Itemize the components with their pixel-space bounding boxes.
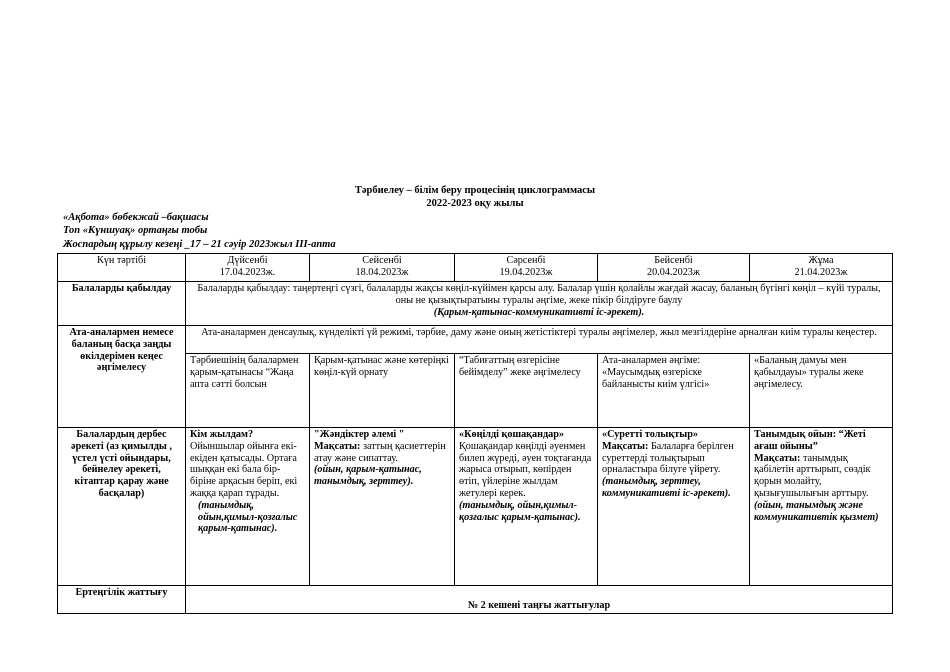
table-row-morning-exercise xyxy=(58,586,893,614)
kindergarten-name: «Ақбота» бөбекжай –бақшасы xyxy=(63,212,209,223)
morning-exercise-description: № 2 кешені таңғы жаттығулар xyxy=(186,586,893,614)
parents-monday: Тәрбиешінің балалармен қарым-қатынасы “Жаңа апта сәтті болсын xyxy=(186,354,310,428)
activity-tuesday: "Жәндіктер әлемі " Мақсаты: заттың қасиеттерін атау және сипаттау. (ойын, қарым-қатынас, танымдық, зерттеу). xyxy=(310,428,455,586)
activity-wednesday: «Көңілді қошақандар» Қошақандар көңілді әуенмен билеп жүреді, әуен тоқтағанда жарыса отырып, көпірден өтіп, үйлеріне жылдам жетулері керек. (танымдық, ойын,қимыл- қозғалыс қарым-қатынас). xyxy=(455,428,598,586)
parents-friday: «Баланың дамуы мен қабылдауы» туралы жеке әңгімелесу. xyxy=(750,354,893,428)
day-header-thursday: Бейсенбі 20.04.2023ж xyxy=(598,254,750,282)
day-header-friday: Жұма 21.04.2023ж xyxy=(750,254,893,282)
parents-wednesday: “Табиғаттың өзгерісіне бейімделу” жеке әңгімелесу xyxy=(455,354,598,428)
group-name: Топ «Күншуақ» ортаңғы тобы xyxy=(63,225,208,236)
document-title: Тәрбиелеу – білім беру процесінің циклограммасы xyxy=(354,185,596,196)
plan-period: Жоспардың құрылу кезеңі _17 – 21 сәуір 2023жыл III-апта xyxy=(63,239,336,250)
schedule-table xyxy=(57,253,893,614)
day-header-tuesday: Сейсенбі 18.04.2023ж xyxy=(310,254,455,282)
table-row-reception xyxy=(58,282,893,326)
activity-thursday: «Суретті толықтыр» Мақсаты: Балаларға берілген суреттерді толықтырып орналастыра білуге үйрету. (танымдық, зерттеу, коммуникативті іс-әрекет). xyxy=(598,428,750,586)
day-header-wednesday: Сәрсенбі 19.04.2023ж xyxy=(455,254,598,282)
parents-tuesday: Қарым-қатынас және көтеріңкі көңіл-күй орнату xyxy=(310,354,455,428)
row-label-activities: Балалардың дербес әрекеті (аз қимылды , үстел үсті ойындары, бейнелеу әрекеті, кітаптар қарау және басқалар) xyxy=(58,428,186,586)
row-label-morning-exercise: Ертеңгілік жаттығу xyxy=(58,586,186,614)
table-row-activities xyxy=(58,428,893,586)
activity-friday: Танымдық ойын: “Жеті ағаш ойыны” Мақсаты: танымдық қабілетін арттырып, сөздік қорын молайту, қызығушылығын арттыру. (ойын, танымдық және коммуникативтік қызмет) xyxy=(750,428,893,586)
parents-description: Ата-аналармен денсаулық, күнделікті үй режимі, тәрбие, даму және оның жетістіктері туралы әңгімелер, жыл мезгілдеріне арналған киім туралы кеңестер. xyxy=(186,326,893,354)
column-header-schedule: Күн тәртібі xyxy=(58,254,186,282)
activity-monday: Кім жылдам? Ойыншылар ойынға екі-екіден қатысады. Ортаға шыққан екі бала бір-біріне арқасын беріп, екі жаққа қарап тұрады. (танымдық, ойын,қимыл-қозғалыс қарым-қатынас). xyxy=(186,428,310,586)
parents-thursday: Ата-аналармен әңгіме: «Маусымдық өзгеріске байланысты киім үлгісі» xyxy=(598,354,750,428)
academic-year: 2022-2023 оқу жылы xyxy=(426,198,524,209)
reception-note: (Қарым-қатынас-коммуникативті іс-әрекет). xyxy=(433,306,645,318)
table-row-parents xyxy=(58,326,893,354)
reception-description: Балаларды қабылдау: таңертеңгі сүзгі, балаларды жақсы көңіл-күйімен қарсы алу. Балалар үшін қолайлы жағдай жасау, баланың бүгінгі көңіл – күйі туралы, оны не қызықтыратыны туралы әңгіме, жеке пікір білдіруге баулу (Қарым-қатынас-коммуникативті іс-әрекет). xyxy=(186,282,893,326)
row-label-parents: Ата-аналармен немесе баланың басқа заңды өкілдерімен кеңес әңгімелесу xyxy=(58,326,186,428)
row-label-reception: Балаларды қабылдау xyxy=(58,282,186,326)
table-header-row xyxy=(58,254,893,282)
day-header-monday: Дүйсенбі 17.04.2023ж. xyxy=(186,254,310,282)
